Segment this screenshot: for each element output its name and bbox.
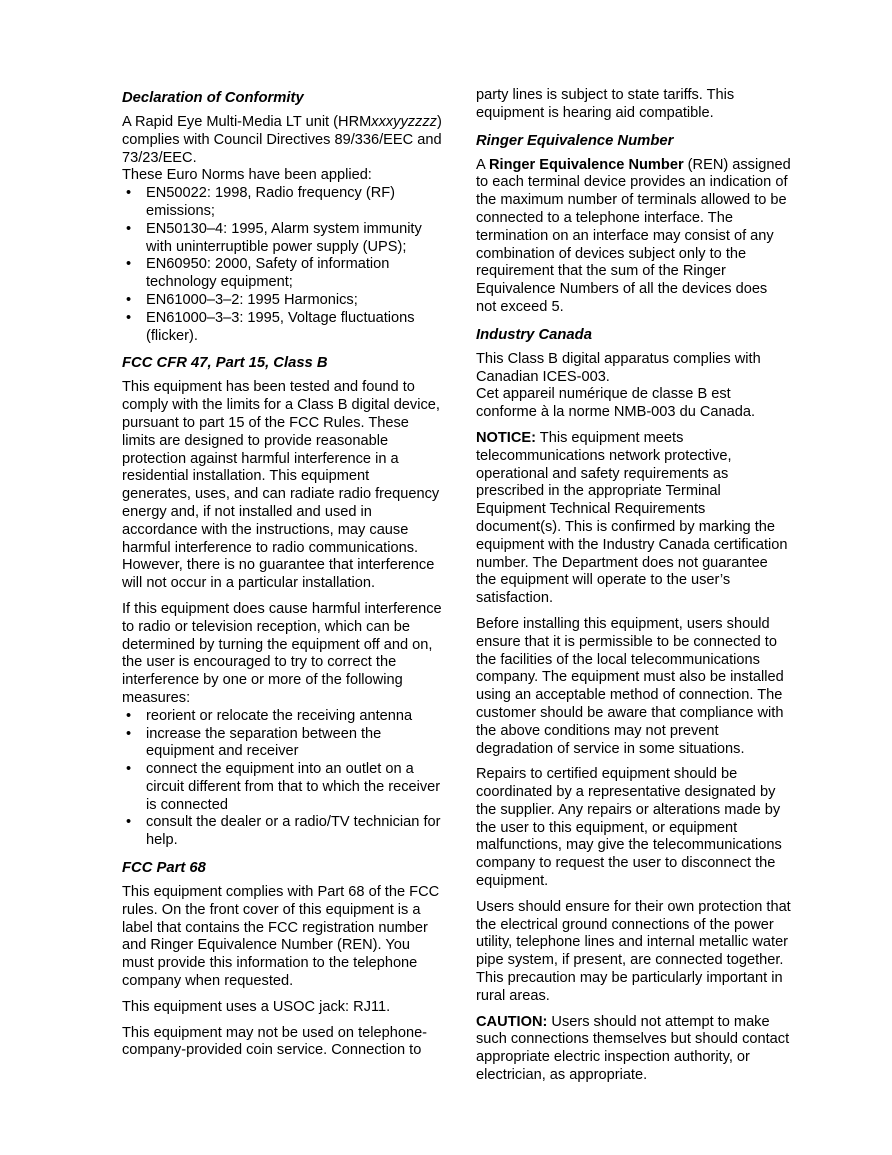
fcc-part15-paragraph-2: If this equipment does cause harmful interference to radio or television reception, which can be determined by turning the equipment off and on, the user is encouraged to try to correct the interference by one or more of the following measures: [122,600,442,706]
fcc-part68-heading: FCC Part 68 [122,860,206,877]
notice-paragraph [476,430,791,608]
list-item [122,256,442,292]
bullet: • [126,707,132,724]
repairs-paragraph: Repairs to certified equipment should be coordinated by a representative designated by the supplier. Any repairs or alterations made by the user to this equipment, or equipment malfunctions, may give the telecommunications company to request the user to disconnect the equipment. [476,766,782,890]
bullet: • [126,814,132,831]
norm-text: EN50022: 1998, Radio frequency (RF) emissions; [146,185,396,219]
list-item [122,310,442,346]
left-column [122,88,442,1068]
bullet: • [126,725,132,742]
euro-norms-intro: These Euro Norms have been applied: [122,167,372,184]
norm-text: EN61000–3–2: 1995 Harmonics; [146,291,358,308]
bullet: • [126,185,132,202]
model-code: xxxyyzzzz [371,114,437,130]
measures-list [122,708,442,850]
list-item [122,292,442,310]
list-item [122,221,442,257]
norm-text: EN61000–3–3: 1995, Voltage fluctuations (flicker). [146,309,415,344]
norm-text: EN60950: 2000, Safety of information technology equipment; [146,256,390,291]
fcc-part68-paragraph-1: This equipment complies with Part 68 of the FCC rules. On the front cover of this equipment is a label that contains the FCC registration number and Ringer Equivalence Number (REN). You must provide this information to the telephone company when requested. [122,884,440,990]
caution-label: CAUTION: [476,1013,548,1030]
list-item [122,185,442,221]
euro-norms-list [122,185,442,345]
ground-paragraph: Users should ensure for their own protection that the electrical ground connections of the power utility, telephone lines and internal metallic water pipe system, if present, are connected together. This precaution may be particularly important in rural areas. [476,898,791,1004]
installation-paragraph: Before installing this equipment, users should ensure that it is permissible to be connected to the facilities of the local telecommunications company. The equipment must also be installed using an acceptable method of connection. The customer should be aware that compliance with the above conditions may not prevent degradation of service in some situations. [476,615,784,757]
right-column [476,87,791,1093]
measure-text: consult the dealer or a radio/TV technician for help. [146,814,441,849]
bullet: • [126,761,132,778]
declaration-text-end: ) complies with Council Directives 89/336/EEC and 73/23/EEC. [122,114,442,166]
industry-canada-english: This Class B digital apparatus complies with Canadian ICES-003. [476,350,761,385]
measure-text: increase the separation between the equipment and receiver [146,725,382,760]
ren-term: Ringer Equivalence Number [488,156,684,173]
bullet: • [126,220,132,237]
ren-text-start: A [476,156,489,173]
declaration-text-start: A Rapid Eye Multi-Media LT unit (HRM [122,114,372,130]
industry-canada-french: Cet appareil numérique de classe B est conforme à la norme NMB-003 du Canada. [476,386,756,421]
ren-text-end: (REN) assigned to each terminal device provides an indication of the maximum number of terminals allowed to be connected to a telephone interface. The termination on an interface may consist of any combination of devices subject only to the requirement that the sum of the Ringer Equivalence Numbers of all the devices does not exceed 5. [476,156,791,315]
declaration-paragraph [122,114,442,167]
measure-text: connect the equipment into an outlet on a circuit different from that to which the receiver is connected [146,761,441,813]
fcc-part68-paragraph-2: This equipment uses a USOC jack: RJ11. [122,998,391,1015]
fcc-part15-paragraph-1: This equipment has been tested and found to comply with the limits for a Class B digital device, pursuant to part 15 of the FCC Rules. These limits are designed to provide reasonable protection against harmful interference in a residential installation. This equipment generates, uses, and can radiate radio frequency energy and, if not installed and used in accordance with the instructions, may cause harmful interference to radio communications. However, there is no guarantee that interference will not occur in a particular installation. [122,379,440,592]
bullet: • [126,309,132,326]
ren-heading: Ringer Equivalence Number [476,132,674,149]
measure-text: reorient or relocate the receiving antenna [146,707,413,724]
notice-label: NOTICE: [476,429,536,446]
caution-text: Users should not attempt to make such connections themselves but should contact appropriate electric inspection authority, or electrician, as appropriate. [476,1013,790,1084]
industry-canada-heading: Industry Canada [476,326,592,343]
ren-paragraph [476,157,791,317]
fcc-part15-heading: FCC CFR 47, Part 15, Class B [122,355,328,372]
bullet: • [126,256,132,273]
caution-paragraph [476,1014,791,1085]
continued-paragraph: party lines is subject to state tariffs. This equipment is hearing aid compatible. [476,87,735,121]
list-item [122,761,442,814]
fcc-part68-paragraph-3: This equipment may not be used on telephone-company-provided coin service. Connection to [122,1024,428,1059]
list-item [122,726,442,762]
list-item [122,708,442,726]
notice-text: This equipment meets telecommunications network protective, operational and safety requirements as prescribed in the appropriate Terminal Equipment Technical Requirements document(s). This is confirmed by marking the equipment with the Industry Canada certification number. The Department does not guarantee the equipment will operate to the user’s satisfaction. [476,429,788,607]
bullet: • [126,291,132,308]
list-item [122,814,442,850]
declaration-heading: Declaration of Conformity [122,90,304,106]
norm-text: EN50130–4: 1995, Alarm system immunity with uninterruptible power supply (UPS); [146,220,422,255]
